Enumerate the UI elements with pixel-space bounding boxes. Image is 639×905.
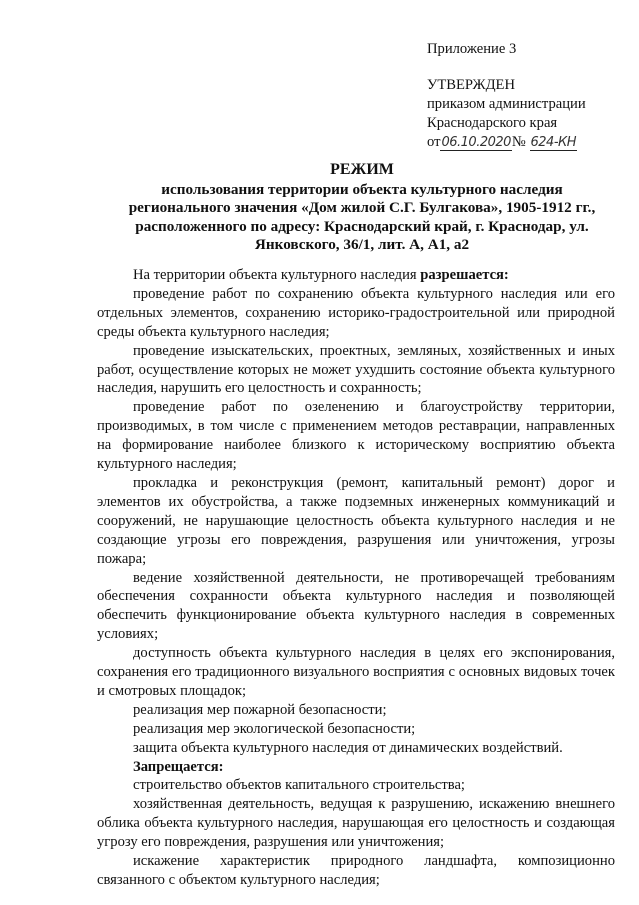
handwritten-date: 06.10.2020 [441,135,511,150]
approval-block [427,40,586,152]
allowed-item: защита объекта культурного наследия от динамических воздействий. [133,739,563,756]
handwritten-order-number: 624-КН [530,135,577,150]
allowed-item: доступность объекта культурного наследия в целях его экспонирования, сохранения его традиционного визуального восприятия с основных видовых точек и смотровых площадок; [97,645,615,699]
forbidden-heading [97,758,615,777]
allowed-item: прокладка и реконструкция (ремонт, капитальный ремонт) дорог и элементов их обустройства, а также подземных инженерных коммуникаций и сооружений, не нарушающие целостность объекта культурного наследия и не создающие угрозы его повреждения, разрушения или уничтожения, угрозы пожара; [97,474,615,567]
document-body [97,266,615,890]
document-title: РЕЖИМ [330,161,394,178]
forbidden-item: хозяйственная деятельность, ведущая к разрушению, искажению внешнего облика объекта культурного наследия, нарушающая его целостность и создающая угрозу его повреждения, разрушения или уничтожения; [97,796,615,851]
approved-label: УТВЕРЖДЕН [427,77,515,93]
forbidden-heading-text: Запрещается: [133,758,224,775]
number-sign: № [511,134,526,150]
document-subtitle: использования территории объекта культурного наследия регионального значения «Дом жилой С.Г. Булгакова», 1905-1912 гг., расположенного по адресу: Краснодарский край, г. Краснодар, ул. Янковского, 36/1, лит. А, А1, а2 [128,180,596,254]
forbidden-item: искажение характеристик природного ландшафта, композиционно связанного с объектом культурного наследия; [97,853,615,888]
approval-line-1: приказом администрации [427,96,586,112]
allowed-intro [97,266,615,285]
allowed-intro-text: На территории объекта культурного наследия [133,267,421,283]
approval-line-2: Краснодарского края [427,115,558,131]
allowed-item: проведение изыскательских, проектных, земляных, хозяйственных и иных работ, осуществление которых не может ухудшить состояние объекта культурного наследия, нарушить его целостность и сохранность; [97,342,615,397]
allowed-item: реализация мер экологической безопасности; [133,720,416,737]
allowed-item: реализация мер пожарной безопасности; [133,701,387,718]
document-title-block [112,161,612,255]
allowed-item: проведение работ по сохранению объекта культурного наследия или его отдельных элементов, сохранению историко-градостроительной или природной среды объекта культурного наследия; [97,285,615,340]
allowed-heading: разрешается: [420,267,509,283]
annex-label: Приложение 3 [427,41,517,57]
forbidden-item: строительство объектов капитального строительства; [133,777,465,794]
approval-date-line [427,133,586,152]
allowed-item: проведение работ по озеленению и благоустройству территории, производимых, в том числе с применением методов реставрации, направленных на формирование наиболее близкого к историческому восприятию объекта культурного наследия; [97,399,615,473]
date-prefix: от [427,134,441,150]
allowed-item: ведение хозяйственной деятельности, не противоречащей требованиям обеспечения сохранности объекта культурного наследия и позволяющей обеспечить функционирование объекта культурного наследия в современных условиях; [97,569,615,643]
